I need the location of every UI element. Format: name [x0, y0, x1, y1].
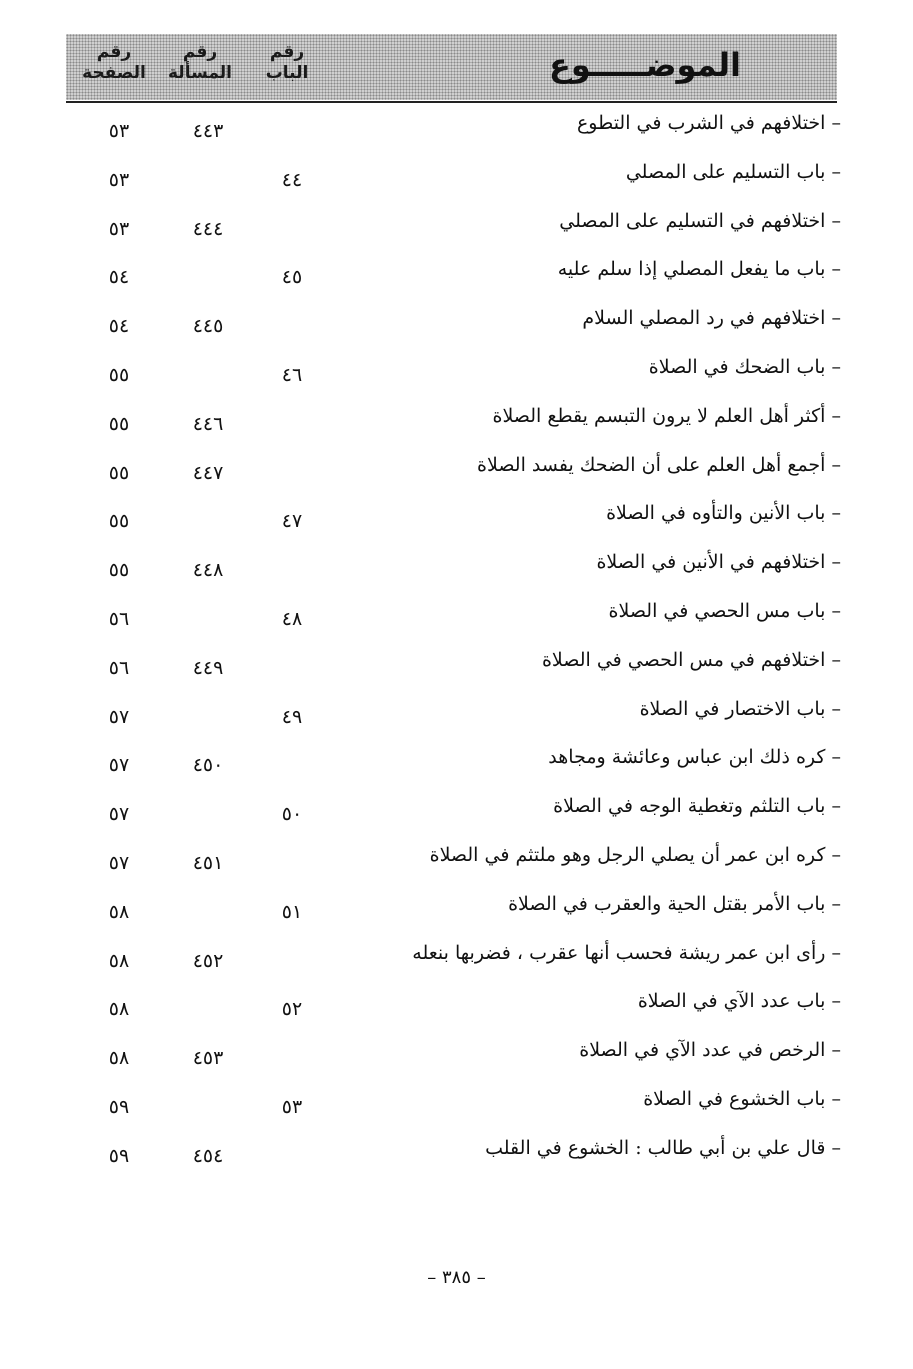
table-row [0, 1133, 913, 1182]
page-number-cell: ٥٩ [108, 1144, 130, 1167]
topic-text: – باب التلثم وتغطية الوجه في الصلاة [553, 795, 841, 818]
table-row [0, 1035, 913, 1084]
topic-text: – اختلافهم في رد المصلي السلام [582, 307, 841, 330]
issue-number: ٤٤٧ [192, 461, 224, 484]
table-row [0, 742, 913, 791]
page-number-column-label: رقم الصفحة [82, 42, 146, 83]
issue-number: ٤٤٨ [192, 559, 224, 582]
table-row [0, 206, 913, 255]
topic-text: – باب الاختصار في الصلاة [639, 697, 841, 720]
table-row [0, 986, 913, 1035]
page-number-cell: ٥٥ [108, 363, 130, 386]
page-number-cell: ٥٥ [108, 412, 130, 435]
issue-number: ٤٤٩ [192, 656, 224, 679]
topic-text: – الرخص في عدد الآي في الصلاة [579, 1039, 841, 1062]
table-row [0, 450, 913, 499]
topic-text: – باب الضحك في الصلاة [648, 355, 841, 378]
table-row [0, 108, 913, 157]
page-number-cell: ٥٧ [108, 803, 130, 826]
page-number-cell: ٥٦ [108, 656, 130, 679]
page-number-cell: ٥٦ [108, 607, 130, 630]
table-row [0, 938, 913, 987]
page-number-cell: ٥٤ [108, 315, 130, 338]
page-number-cell: ٥٣ [108, 120, 130, 142]
page-number-cell: ٥٨ [108, 998, 130, 1021]
chapter-number: ٥٢ [281, 998, 303, 1021]
chapter-number: ٤٥ [281, 266, 303, 289]
chapter-number: ٤٤ [281, 168, 303, 191]
table-header [66, 34, 837, 100]
topic-text: – باب ما يفعل المصلي إذا سلم عليه [557, 258, 841, 281]
page-number-cell: ٥٤ [108, 266, 130, 289]
chapter-number: ٤٦ [281, 363, 303, 386]
topic-text: – باب الأنين والتأوه في الصلاة [606, 502, 841, 525]
topic-text: – اختلافهم في مس الحصي في الصلاة [541, 648, 841, 671]
page-number: – ٣٨٥ – [427, 1267, 486, 1288]
page-number-cell: ٥٨ [108, 1047, 130, 1070]
topic-text: – كره ابن عمر أن يصلي الرجل وهو ملتثم في الصلاة [429, 843, 841, 866]
page-number-cell: ٥٧ [108, 851, 130, 874]
issue-number: ٤٤٤ [192, 217, 224, 240]
issue-number: ٤٥١ [192, 851, 224, 874]
table-row [0, 1084, 913, 1133]
issue-number: ٤٥٤ [192, 1144, 224, 1167]
chapter-number-column-label: رقم الباب [265, 42, 309, 83]
topic-text: – اختلافهم في التسليم على المصلي [559, 209, 841, 232]
chapter-number: ٤٧ [281, 510, 303, 533]
table-row [0, 303, 913, 352]
table-row [0, 645, 913, 694]
page-number-cell: ٥٨ [108, 949, 130, 972]
index-table-body [0, 108, 913, 1182]
page-number-cell: ٥٥ [108, 510, 130, 533]
topic-text: – باب مس الحصي في الصلاة [608, 599, 841, 622]
topic-text: – أكثر أهل العلم لا يرون التبسم يقطع الصلاة [492, 404, 841, 427]
table-row [0, 694, 913, 743]
table-row [0, 157, 913, 206]
table-row [0, 840, 913, 889]
page-number-cell: ٥٣ [108, 217, 130, 240]
chapter-number: ٥٠ [281, 803, 303, 826]
page-number-cell: ٥٧ [108, 705, 130, 728]
topic-text: – اختلافهم في الشرب في التطوع [576, 112, 841, 134]
table-row [0, 547, 913, 596]
table-row [0, 352, 913, 401]
topic-text: – باب الأمر بقتل الحية والعقرب في الصلاة [508, 892, 841, 915]
page-number-cell: ٥٥ [108, 461, 130, 484]
topic-text: – اختلافهم في الأنين في الصلاة [596, 551, 841, 574]
header-divider [66, 101, 837, 103]
table-row [0, 498, 913, 547]
topic-text: – باب عدد الآي في الصلاة [637, 990, 841, 1013]
table-row [0, 791, 913, 840]
table-row [0, 889, 913, 938]
issue-number: ٤٤٦ [192, 412, 224, 435]
page-number-cell: ٥٧ [108, 754, 130, 777]
chapter-number: ٤٩ [281, 705, 303, 728]
table-row [0, 254, 913, 303]
issue-number: ٤٤٥ [192, 315, 224, 338]
chapter-number: ٤٨ [281, 607, 303, 630]
page-number-cell: ٥٣ [108, 168, 130, 191]
page-number-cell: ٥٩ [108, 1095, 130, 1118]
table-row [0, 596, 913, 645]
topic-text: – قال علي بن أبي طالب : الخشوع في القلب [485, 1136, 841, 1159]
topic-text: – باب التسليم على المصلي [625, 160, 841, 183]
table-row [0, 401, 913, 450]
page-number-cell: ٥٨ [108, 900, 130, 923]
page-number-cell: ٥٥ [108, 559, 130, 582]
chapter-number: ٥١ [281, 900, 303, 923]
issue-number: ٤٥٢ [192, 949, 224, 972]
issue-number: ٤٥٠ [192, 754, 224, 777]
issue-number: ٤٤٣ [192, 120, 224, 142]
topic-text: – باب الخشوع في الصلاة [643, 1087, 841, 1110]
issue-number-column-label: رقم المسألة [168, 42, 232, 83]
issue-number: ٤٥٣ [192, 1047, 224, 1070]
chapter-number: ٥٣ [281, 1095, 303, 1118]
topic-column-title: الموضـــــوع [548, 46, 741, 84]
topic-text: – أجمع أهل العلم على أن الضحك يفسد الصلاة [477, 453, 841, 476]
topic-text: – رأى ابن عمر ريشة فحسب أنها عقرب ، فضربها بنعله [412, 941, 841, 964]
topic-text: – كره ذلك ابن عباس وعائشة ومجاهد [548, 746, 841, 769]
